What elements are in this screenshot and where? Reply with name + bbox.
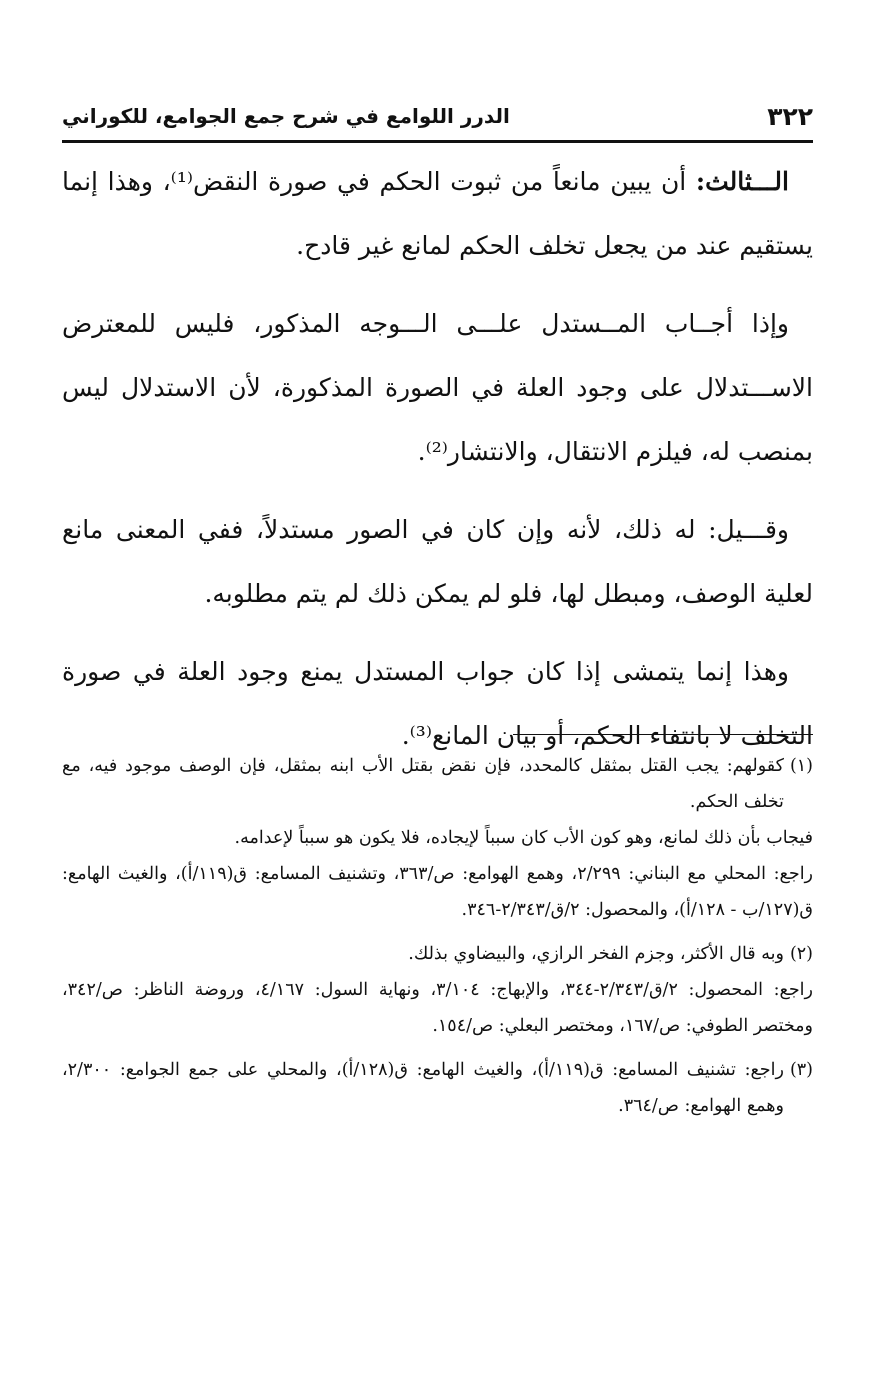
paragraph-1 — [62, 150, 813, 278]
footnote-number: (٣) — [789, 1060, 813, 1080]
paragraph-3 — [62, 498, 813, 626]
footnote-line: فيجاب بأن ذلك لمانع، وهو كون الأب كان سبباً لإيجاده، فلا يكون هو سبباً لإعدامه. — [234, 828, 813, 848]
footnote-text: وبه قال الأكثر، وجزم الفخر الرازي، والبيضاوي بذلك. — [408, 944, 784, 964]
footnote-divider — [513, 734, 813, 735]
main-text — [62, 150, 813, 782]
footnote-line: راجع: المحصول: ٢/ق/٢/٣٤٣-٣٤٤، والإبهاج: ٣/١٠٤، ونهاية السول: ٤/١٦٧، وروضة الناظر: ص/٣٤٢، ومختصر الطوفي: ص/١٦٧، ومختصر البعلي: ص/١٥٤. — [62, 980, 813, 1036]
page-header — [62, 96, 813, 143]
paragraph-lead: الـــثالث: — [695, 167, 789, 196]
paragraph-text: وهذا إنما يتمشى إذا كان جواب المستدل يمنع وجود العلة في صورة التخلف لا بانتفاء الحكم، أو بيان المانع⁽³⁾. — [62, 657, 813, 750]
footnote-line: راجع: المحلي مع البناني: ٢/٢٩٩، وهمع الهوامع: ص/٣٦٣، وتشنيف المسامع: ق(١١٩/أ)، والغيث الهامع: ق(١٢٧/ب - ١٢٨/أ)، والمحصول: ٢/ق/٢/٣٤٣-٣٤٦. — [62, 864, 814, 920]
footnote-number: (١) — [789, 756, 813, 776]
paragraph-2 — [62, 292, 813, 484]
paragraph-text: وقـــيل: له ذلك، لأنه وإن كان في الصور مستدلاً، ففي المعنى مانع لعلية الوصف، ومبطل لها، فلو لم يمكن ذلك لم يتم مطلوبه. — [62, 515, 813, 608]
paragraph-text: وإذا أجــاب المــستدل علـــى الـــوجه المذكور، فليس للمعترض الاســـتدلال على وجود العلة في الصورة المذكورة، لأن الاستدلال ليس بمنصب له، فيلزم الانتقال، والانتشار⁽²⁾. — [62, 309, 813, 466]
footnote-text: كقولهم: يجب القتل بمثقل كالمحدد، فإن نقض بقتل الأب ابنه بمثقل، فإن الوصف موجود فيه، مع تخلف الحكم. — [62, 756, 784, 812]
footnote-number: (٢) — [789, 944, 813, 964]
running-title: الدرر اللوامع في شرح جمع الجوامع، للكوراني — [62, 104, 510, 128]
footnotes — [62, 748, 813, 1132]
footnote-text: راجع: تشنيف المسامع: ق(١١٩/أ)، والغيث الهامع: ق(١٢٨/أ)، والمحلي على جمع الجوامع: ٢/٣٠٠، وهمع الهوامع: ص/٣٦٤. — [62, 1060, 784, 1116]
page-number: ٣٢٢ — [767, 101, 813, 131]
footnote-2 — [62, 936, 813, 1044]
footnote-1 — [62, 748, 813, 928]
footnote-3 — [62, 1052, 813, 1124]
paragraph-text: أن يبين مانعاً من ثبوت الحكم في صورة النقض⁽¹⁾، وهذا إنما يستقيم عند من يجعل تخلف الحكم لمانع غير قادح. — [62, 167, 813, 260]
